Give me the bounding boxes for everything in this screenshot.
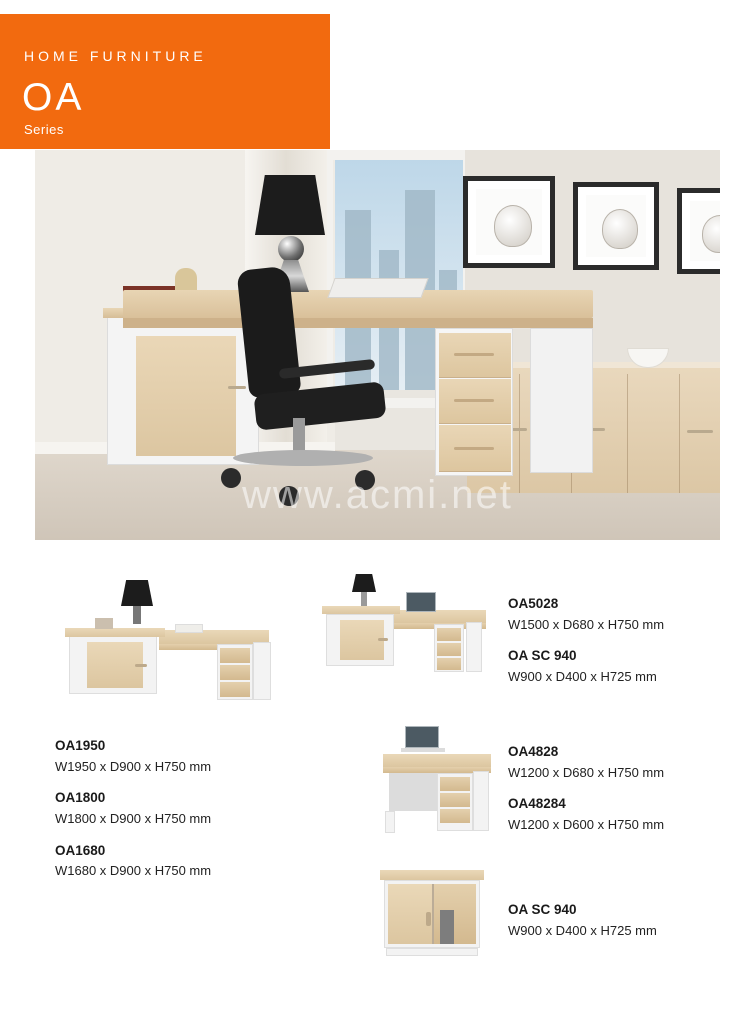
laptop-icon: [406, 592, 436, 612]
product-dimensions: W900 x D400 x H725 mm: [508, 922, 657, 938]
product-code: OA5028: [508, 596, 559, 611]
desk-front-edge: [123, 318, 593, 328]
page-title: OA: [22, 76, 85, 119]
table-lamp-shade: [255, 175, 325, 235]
lamp-icon: [352, 574, 376, 592]
spec-item: [55, 841, 285, 881]
spec-list-oa1950: [55, 736, 285, 881]
hero-image: [35, 150, 720, 540]
chair-caster: [221, 468, 241, 488]
laptop: [327, 278, 428, 298]
spec-item: [55, 788, 285, 828]
product-dimensions: W1680 x D900 x H750 mm: [55, 863, 212, 879]
spec-item: [55, 736, 285, 776]
product-catalog: [0, 560, 755, 1024]
shell-artwork: [602, 209, 638, 249]
laptop-icon: [405, 726, 439, 748]
spec-item: [508, 794, 728, 834]
product-dimensions: W900 x D400 x H725 mm: [508, 668, 657, 684]
wall-art-frame: [463, 176, 555, 268]
product-dimensions: W1500 x D680 x H750 mm: [508, 616, 665, 632]
product-dimensions: W1200 x D680 x H750 mm: [508, 764, 665, 780]
spec-item: [508, 742, 728, 782]
shell-artwork: [494, 205, 532, 247]
lamp-icon: [121, 580, 153, 606]
product-code: OA1950: [55, 738, 106, 753]
product-dimensions: W1200 x D600 x H750 mm: [508, 816, 665, 832]
header-kicker: HOME FURNITURE: [24, 48, 207, 64]
spec-list-oa4828: [508, 742, 728, 835]
sliding-door-cabinet-thumbnail: [380, 870, 490, 970]
table-lamp-ball: [278, 236, 304, 262]
product-dimensions: W1950 x D900 x H750 mm: [55, 758, 212, 774]
product-code: OA SC 940: [508, 902, 577, 917]
desk-leg-panel: [530, 328, 593, 473]
spec-list-oa5028: [508, 594, 728, 687]
spec-item: [508, 900, 728, 940]
chair-caster: [355, 470, 375, 490]
product-code: OA SC 940: [508, 648, 577, 664]
chair-caster: [279, 486, 299, 506]
product-code: OA1800: [55, 790, 106, 806]
l-shape-desk-with-laptop-thumbnail: [310, 574, 490, 692]
header-banner: [0, 14, 330, 149]
product-code: OA48284: [508, 796, 566, 812]
spec-item: [508, 594, 728, 634]
product-code: OA4828: [508, 744, 559, 759]
l-shape-desk-with-side-cabinet-thumbnail: [55, 580, 255, 700]
office-chair-base: [233, 450, 373, 466]
straight-desk-with-pedestal-thumbnail: [375, 726, 495, 836]
header-subtitle: Series: [24, 122, 64, 137]
watermark: www.acmi.net: [242, 473, 513, 517]
product-dimensions: W1800 x D900 x H750 mm: [55, 810, 212, 826]
wall-art-frame: [677, 188, 720, 274]
product-code: OA1680: [55, 842, 106, 858]
spec-list-oasc940: [508, 900, 728, 940]
wall-art-frame: [573, 182, 659, 270]
side-cabinet: [107, 315, 259, 465]
spec-item: [508, 646, 728, 686]
desk-pedestal: [435, 328, 513, 476]
